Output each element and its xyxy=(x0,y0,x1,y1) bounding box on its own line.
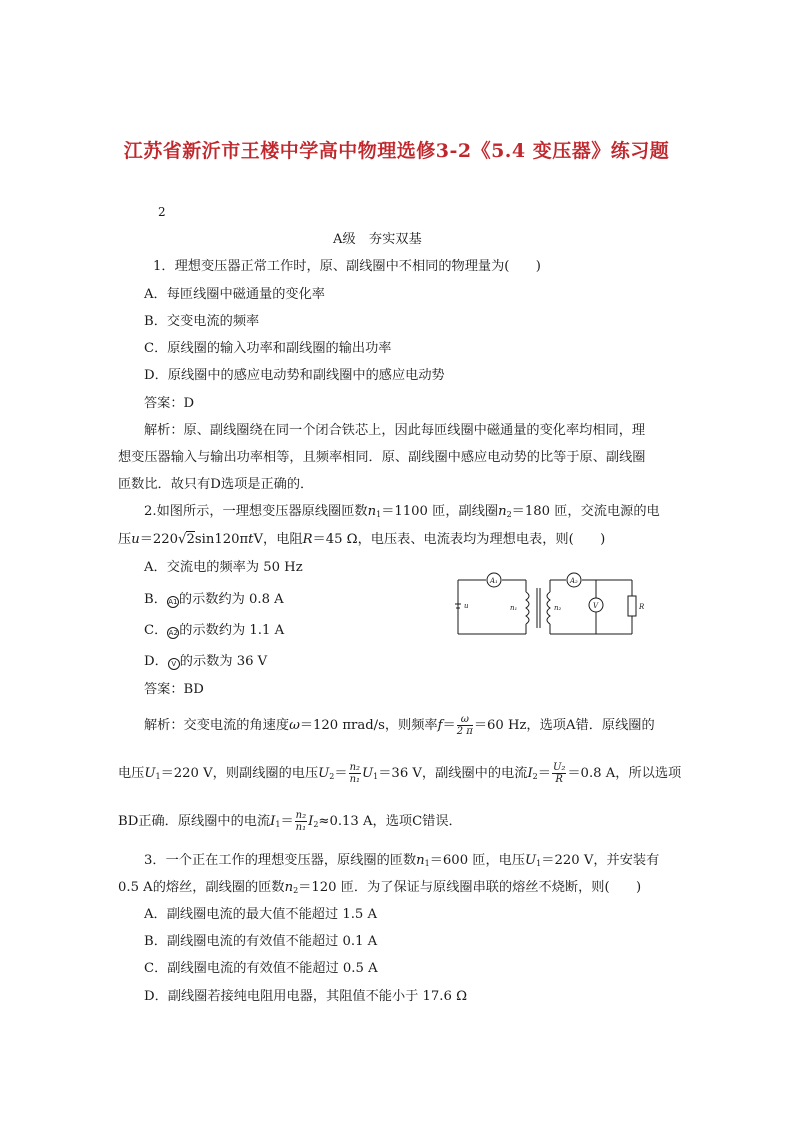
fraction-omega-2pi: $\frac{\omega}{2 \pi}$ xyxy=(456,714,473,737)
q1-explanation-line3: 匝数比．故只有D选项是正确的． xyxy=(118,477,314,492)
q3-option-d: D．副线圈若接纯电阻用电器，其阻值不能小于 17.6 Ω xyxy=(144,989,468,1004)
fraction-n2-n1-b: $\frac{\text{n₂}}{\text{n₁}}$ xyxy=(295,810,307,833)
label-n2: n₂ xyxy=(554,604,562,612)
q2-stem-line1: 2.如图所示，一理想变压器原线圈匝数$n_1=1100$ 匝，副线圈$n_2=180$ 匝，交流电源的电 xyxy=(144,504,660,519)
transformer-circuit-diagram xyxy=(450,570,650,640)
q3-stem-line1: 3．一个正在工作的理想变压器，原线圈的匝数$n_1=600$ 匝，电压$U_1=220$ V，并安装有 xyxy=(144,853,660,868)
q1-stem: 1．理想变压器正常工作时，原、副线圈中不相同的物理量为( ) xyxy=(153,259,541,274)
q1-option-c: C．原线圈的输入功率和副线圈的输出功率 xyxy=(144,341,392,356)
label-a2: A₂ xyxy=(570,577,578,585)
label-u: u xyxy=(464,602,469,610)
label-a1: A₁ xyxy=(490,577,498,585)
fraction-n2-n1: $\frac{\text{n₂}}{\text{n₁}}$ xyxy=(349,762,361,785)
q1-option-d: D．原线圈中的感应电动势和副线圈中的感应电动势 xyxy=(144,368,445,383)
q2-explanation-line3: BD正确．原线圈中的电流$I_1=$ $\frac{\text{n₂}}{\text{n₁}}$ $I_2\approx 0.13$ A，选项C错误． xyxy=(118,810,462,833)
q2-option-d: D． V 的示数为 36 V xyxy=(144,654,268,669)
sqrt-symbol: √ xyxy=(178,532,187,547)
q1-answer: 答案：D xyxy=(144,396,195,411)
q1-option-a: A．每匝线圈中磁通量的变化率 xyxy=(144,287,325,302)
q3-stem-line2: 0.5 A的熔丝，副线圈的匝数$n_2=120$ 匝．为了保证与原线圈串联的熔丝不烧断，则( ) xyxy=(118,880,642,895)
ammeter-a2-icon: A2 xyxy=(168,629,178,637)
label-n1: n₁ xyxy=(510,604,518,612)
q2-explanation-line1: 解析：交变电流的角速度ω＝120 πrad/s，则频率f＝ $\frac{\omega}{2 \pi}$ ＝60 Hz，选项A错．原线圈的 xyxy=(144,714,655,737)
label-v: V xyxy=(593,602,599,610)
q1-option-b: B．交变电流的频率 xyxy=(144,314,260,329)
q2-option-b: B．A1的示数约为 0.8 A xyxy=(144,592,284,607)
q1-explanation-line2: 想变压器输入与输出功率相等，且频率相同．原、副线圈中感应电动势的比等于原、副线圈 xyxy=(118,450,646,465)
resistor-icon xyxy=(628,596,636,616)
q2-answer: 答案：BD xyxy=(144,682,204,697)
label-r: R xyxy=(639,603,645,611)
page-title: 江苏省新沂市王楼中学高中物理选修3-2《5.4 变压器》练习题 xyxy=(123,140,670,162)
q3-option-b: B．副线圈电流的有效值不能超过 0.1 A xyxy=(144,934,378,949)
q3-option-c: C．副线圈电流的有效值不能超过 0.5 A xyxy=(144,961,378,976)
q3-option-a: A．副线圈电流的最大值不能超过 1.5 A xyxy=(144,907,378,922)
q2-stem-line2: 压u＝220√2sin120πtV，电阻R＝45 Ω，电压表、电流表均为理想电表，则( ) xyxy=(118,532,606,547)
fraction-u2-r: $\frac{\text{U₂}}{R}$ xyxy=(552,762,566,785)
section-heading: A级 夯实双基 xyxy=(333,232,422,247)
voltmeter-icon: V xyxy=(168,658,180,670)
q2-option-a: A．交流电的频率为 50 Hz xyxy=(144,560,303,575)
ammeter-a1-icon: A1 xyxy=(168,598,178,606)
q2-explanation-line2: 电压$U_1=220$ V，则副线圈的电压$U_2=$ $\frac{\text{n₂}}{\text{n₁}}$ $U_1=36$ V，副线圈中的电流$I_2=$ $\frac{\text{U₂}}{R}$ ＝0.8 A，所以选项 xyxy=(118,762,682,785)
q2-option-c: C．A2的示数约为 1.1 A xyxy=(144,623,285,638)
page-number: 2 xyxy=(158,205,166,219)
q1-explanation-line1: 解析：原、副线圈绕在同一个闭合铁芯上，因此每匝线圈中磁通量的变化率均相同，理 xyxy=(144,423,646,438)
